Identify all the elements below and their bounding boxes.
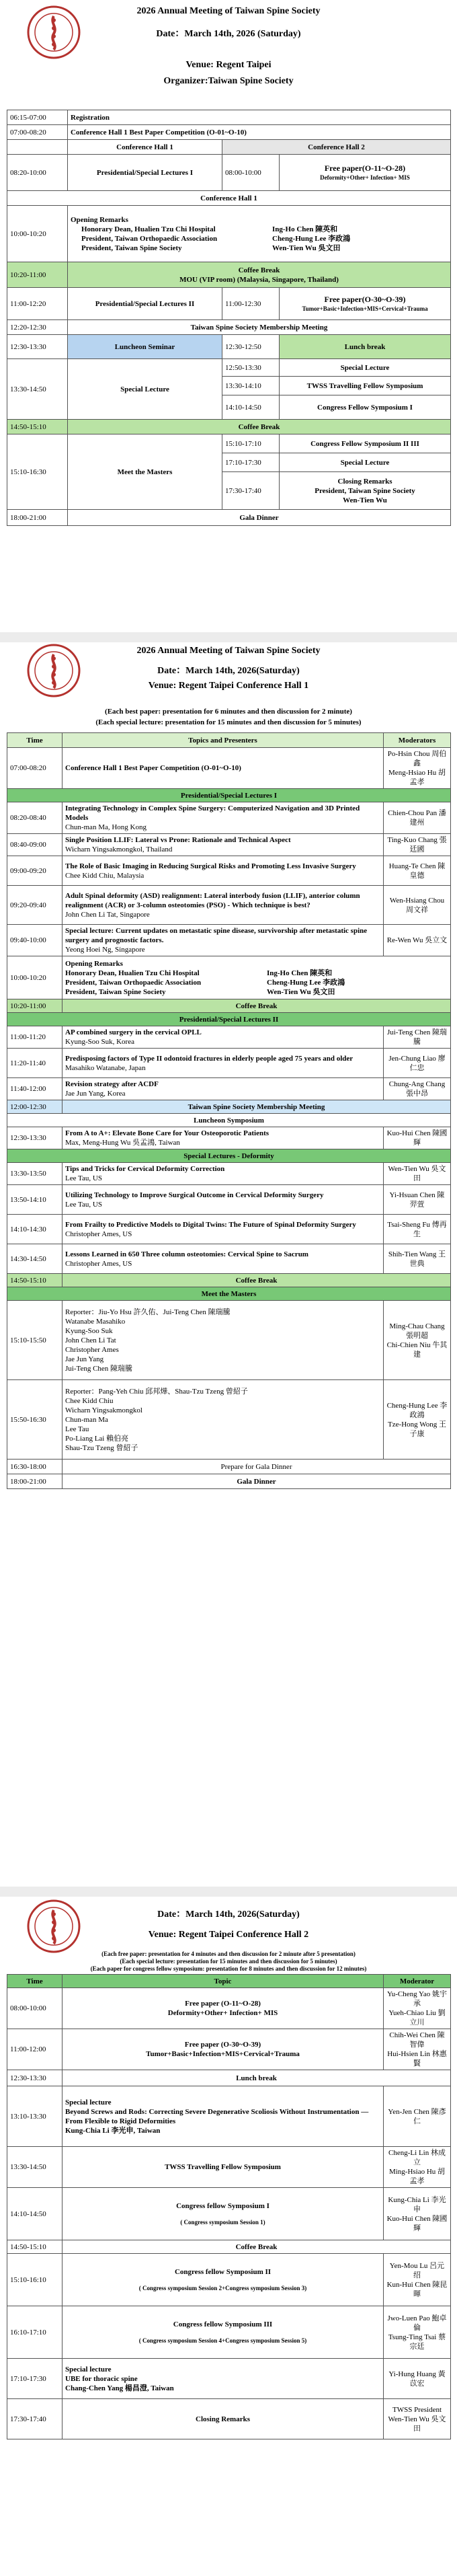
master-name: Chee Kidd Chiu [65,1396,114,1405]
topic-cell [63,1215,384,1244]
moderator-cell: Huang-Te Chen 陳皇德 [384,856,451,886]
moderator-cell: Ming-Chau Chang 張明超 Chi-Chien Niu 牛其建 [384,1301,451,1380]
presenter: Chun-man Ma, Hong Kong [65,823,147,831]
closing-remarks-title: Closing Remarks [337,477,392,486]
time-cell: 13:10-13:30 [7,2086,63,2147]
reporter-line: Reporter：Jiu-Yo Hsu 許久佑、Jui-Teng Chen 陳瑞騰 [65,1308,231,1316]
speaker-affiliation: Honorary Dean, Hualien Tzu Chi Hospital [65,969,200,977]
topic-cell [63,834,384,856]
time-cell: 17:10-17:30 [222,453,280,472]
time-cell: 11:00-11:20 [7,1026,63,1049]
time-cell: 14:10-14:30 [7,1215,63,1244]
time-cell: 12:50-13:30 [222,359,280,377]
coffee-break-label: Coffee Break [238,266,280,274]
time-cell: 15:10-16:30 [7,434,68,510]
master-name: Kyung-Soo Suk [65,1326,113,1335]
presenter: Max, Meng-Hung Wu 吳孟鴻, Taiwan [65,1139,180,1147]
time-cell: 15:10-17:10 [222,434,280,453]
page3-venue: Venue: Regent Taipei Conference Hall 2 [148,1930,309,1940]
topic-title: Adult Spinal deformity (ASD) realignment: Lateral interbody fusion (LLIF), anterior column realignment (ACR) or 3-column osteotomies (PSO) - Which technique is best? [65,891,360,909]
hall1-label: Conference Hall 1 [7,191,451,206]
topic-title: Lessons Learned in 650 Three column osteotomies: Cervical Spine to Sacrum [65,1250,308,1258]
free-paper-topics: Tumor+Basic+Infection+MIS+Cervical+Trauma [302,305,428,312]
luncheon-seminar-cell: Luncheon Seminar [68,335,222,359]
moderator-cell: Shih-Tien Wang 王世典 [384,1244,451,1274]
moderator-cell: Kuo-Hui Chen 陳國輝 [384,1127,451,1149]
special-lecture-cell: Special Lecture [280,359,451,377]
page2-header [0,642,457,743]
free-paper-title: Free paper(O-30~O-39) [324,294,406,304]
society-logo-icon [27,644,81,697]
topic-cell [63,2070,451,2086]
time-cell: 18:00-21:00 [7,510,68,526]
col-header-time: Time [7,733,63,748]
time-cell: 13:50-14:10 [7,1185,63,1215]
presenter: Christopher Ames, US [65,1229,132,1238]
topic-cell [63,1185,384,1215]
page3-date: Date：March 14th, 2026(Saturday) [157,1909,300,1920]
special-lecture-cell: Special Lecture [280,453,451,472]
page-hall1 [0,642,457,1887]
topic-subtitle: Tumor+Basic+Infection+MIS+Cervical+Trauma [146,2050,300,2058]
congress-fellow-cell: Congress Fellow Symposium II III [280,434,451,453]
section-header: Presidential/Special Lectures II [7,1013,451,1026]
time-cell: 16:30-18:00 [7,1460,63,1474]
time-cell: 11:40-12:00 [7,1078,63,1100]
topic-cell [63,2086,384,2147]
time-cell: 10:20-11:00 [7,999,63,1013]
time-cell: 15:10-16:10 [7,2254,63,2306]
time-cell: 08:20-10:00 [7,155,68,191]
topic-cell [63,2306,384,2359]
page2-note-1: (Each best paper: presentation for 6 minutes and then discussion for 2 minute) [105,708,352,716]
prepare-gala-cell: Prepare for Gala Dinner [63,1460,451,1474]
moderator-cell: Chih-Wei Chen 陳智偉 Hui-Hsien Lin 林惠賢 [384,2029,451,2070]
reporter-line: Reporter：Pang-Yeh Chiu 邱邦燁、Shau-Tzu Tzeng 曾紹子 [65,1387,248,1396]
presenter: Jae Jun Yang, Korea [65,1090,126,1098]
society-logo-icon [27,5,81,59]
topic-cell [63,748,384,789]
topic-subtitle: ( Congress symposium Session 2+Congress symposium Session 3) [138,2284,307,2291]
page2-venue: Venue: Regent Taipei Conference Hall 1 [148,681,309,691]
topic-title: Beyond Screws and Rods: Correcting Severe Degenerative Scoliosis Without Instrumentation — From Flexible to Rigid Deformities [65,2107,369,2125]
speaker-affiliation: President, Taiwan Spine Society [65,987,166,996]
topic-title: Revision strategy after ACDF [65,1080,159,1088]
time-cell: 11:20-11:40 [7,1049,63,1078]
topic-cell [63,1988,384,2029]
topic-cell [63,2359,384,2399]
opening-remarks-cell [63,956,451,999]
col-header-topic: Topics and Presenters [63,733,384,748]
time-cell: 13:30-14:10 [222,377,280,395]
coffee-break-label: Coffee Break [63,999,451,1013]
master-name: Jae Jun Yang [65,1355,104,1363]
presenter: Chee Kidd Chiu, Malaysia [65,871,144,880]
presenter: John Chen Li Tat, Singapore [65,910,150,919]
page-separator [0,1887,457,1897]
topic-cell [63,1127,384,1149]
time-cell: 10:20-11:00 [7,262,68,288]
col-header-moderator: Moderator [384,1975,451,1988]
time-cell: 10:00-10:20 [7,956,63,999]
free-paper-topics: Deformity+Other+ Infection+ MIS [320,174,410,181]
moderator-cell: TWSS President Wen-Tien Wu 吳文田 [384,2399,451,2439]
moderator-cell: Jwo-Luen Pao 鮑卓倫 Tsung-Ting Tsai 蔡宗廷 [384,2306,451,2359]
topic-cell [63,925,384,956]
topic-title: From A to A+: Elevate Bone Care for Your Osteoporotic Patients [65,1129,269,1137]
time-cell: 07:00-08:20 [7,748,63,789]
topic-title: AP combined surgery in the cervical OPLL [65,1028,202,1036]
hall2-table [7,1974,451,2439]
moderator-cell: Jen-Chung Liao 廖仁忠 [384,1049,451,1078]
topic-title: UBE for thoracic spine [65,2374,138,2383]
section-header: Special Lectures - Deformity [7,1149,451,1163]
presenter: Christopher Ames, US [65,1259,132,1268]
time-cell: 14:50-15:10 [7,2240,63,2254]
moderator-cell: Yen-Mou Lu 呂元绍 Kun-Hui Chen 陳昆暉 [384,2254,451,2306]
time-cell: 12:20-12:30 [7,320,68,335]
gala-dinner-cell: Gala Dinner [68,510,451,526]
master-name: Chun-man Ma [65,1415,108,1424]
topic-cell [63,1049,384,1078]
moderator-cell: Tsai-Sheng Fu 傅再生 [384,1215,451,1244]
time-cell: 12:30-12:50 [222,335,280,359]
speaker-name: Ing-Ho Chen 陳英和 [272,225,338,233]
time-cell: 08:00-10:00 [222,155,280,191]
session-cell: Presidential/Special Lectures II [68,288,222,320]
topic-title: Tips and Tricks for Cervical Deformity Correction [65,1165,225,1173]
moderator-cell: Chien-Chou Pan 潘建州 [384,802,451,834]
presenter: Wicharn Yingsakmongkol, Thailand [65,845,173,854]
moderator-cell: Yen-Jen Chen 陳彥仁 [384,2086,451,2147]
time-cell: 09:00-09:20 [7,856,63,886]
topic-title: Free paper (O-11~O-28) [185,2000,261,2008]
closing-remarks-name: Wen-Tien Wu [343,496,387,504]
topic-title: Predisposing factors of Type II odontoid fractures in elderly people aged 75 years and older [65,1054,354,1063]
moderator-cell: Re-Wen Wu 吳立文 [384,925,451,956]
coffee-break-label: Coffee Break [63,1274,451,1287]
time-cell: 15:50-16:30 [7,1380,63,1460]
page3-header [0,1897,457,1974]
presenter: Kung-Chia Li 李光申, Taiwan [65,2126,161,2135]
time-cell: 08:40-09:00 [7,834,63,856]
moderator-cell: Po-Hsin Chou 周伯鑫 Meng-Hsiao Hu 胡孟孝 [384,748,451,789]
presenter: Masahiko Watanabe, Japan [65,1063,146,1072]
topic-cell [63,1078,384,1100]
moderator-cell: Kung-Chia Li 李光申 Kuo-Hui Chen 陳國輝 [384,2188,451,2240]
speaker-name: Cheng-Hung Lee 李政鴻 [272,234,351,243]
topic-title: Special lecture: Current updates on metastatic spine disease, survivorship after metastatic spine surgery and prognostic factors. [65,927,368,944]
topic-cell [63,1026,384,1049]
topic-title: Closing Remarks [196,2415,250,2423]
session-cell: Presidential/Special Lectures I [68,155,222,191]
time-cell: 14:10-14:50 [7,2188,63,2240]
master-name: Jui-Teng Chen 陳瑞騰 [65,1364,133,1373]
time-cell: 09:40-10:00 [7,925,63,956]
time-cell: 13:30-13:50 [7,1163,63,1185]
time-cell: 12:00-12:30 [7,1100,63,1114]
topic-subtitle: Deformity+Other+ Infection+ MIS [167,2009,278,2017]
mou-label: MOU (VIP room) (Malaysia, Singapore, Thailand) [179,275,339,284]
membership-meeting-cell: Taiwan Spine Society Membership Meeting [68,320,451,335]
speaker-affiliation: President, Taiwan Orthopaedic Association [81,234,218,243]
time-cell: 11:00-12:00 [7,2029,63,2070]
moderator-cell: Yi-Hung Huang 黃苡宏 [384,2359,451,2399]
page1-venue: Venue: Regent Taipei [185,60,272,70]
opening-remarks-title: Opening Remarks [71,215,128,224]
presenter: Lee Tau, US [65,1174,102,1182]
time-cell: 14:30-14:50 [7,1244,63,1274]
speaker-affiliation: President, Taiwan Orthopaedic Association [65,978,202,987]
time-cell: 06:15-07:00 [7,110,68,125]
speaker-affiliation: Honorary Dean, Hualien Tzu Chi Hospital [81,225,216,233]
page-overview [0,0,457,632]
overview-table [7,110,451,526]
master-name: Watanabe Masahiko [65,1317,126,1326]
topic-title: Congress fellow Symposium II [174,2267,272,2276]
master-name: Wicharn Yingsakmongkol [65,1406,142,1414]
topic-cell [63,2399,384,2439]
hall1-label: Conference Hall 1 [68,140,222,155]
master-name: Shau-Tzu Tzeng 曾紹子 [65,1443,138,1452]
time-cell: 13:30-14:50 [7,359,68,420]
topic-title: The Role of Basic Imaging in Reducing Surgical Risks and Promoting Less Invasive Surgery [65,862,356,870]
time-cell: 12:30-13:30 [7,2070,63,2086]
moderator-cell: Wen-Hsiang Chou 周文祥 [384,886,451,925]
opening-remarks-title: Opening Remarks [65,959,123,968]
topic-cell [63,1244,384,1274]
page3-note-1: (Each free paper: presentation for 4 minutes and then discussion for 2 minute after 5 presentation) [101,1950,356,1957]
free-paper-title: Free paper(O-11~O-28) [324,163,406,173]
page3-note-2: (Each special lecture: presentation for 15 minutes and then discussion for 5 minutes) [120,1958,337,1965]
topic-cell [63,2147,384,2188]
moderator-cell: Wen-Tien Wu 吳文田 [384,1163,451,1185]
speaker-name: Wen-Tien Wu 吳文田 [267,987,335,996]
topic-cell [63,886,384,925]
time-cell: 15:10-15:50 [7,1301,63,1380]
time-cell: 07:00-08:20 [7,125,68,140]
travelling-fellow-cell: TWSS Travelling Fellow Symposium [280,377,451,395]
topic-cell [63,802,384,834]
topic-subtitle: ( Congress symposium Session 4+Congress symposium Session 5) [138,2337,307,2344]
section-header: Presidential/Special Lectures I [7,789,451,802]
page1-header [0,0,457,118]
topic-title: From Frailty to Predictive Models to Digital Twins: The Future of Spinal Deformity Surgery [65,1220,356,1229]
speaker-name: Ing-Ho Chen 陳英和 [267,969,333,977]
master-name: Lee Tau [65,1425,89,1433]
col-header-moderators: Moderators [384,733,451,748]
time-cell: 16:10-17:10 [7,2306,63,2359]
congress-fellow-cell: Congress Fellow Symposium I [280,395,451,420]
coffee-break-label: Coffee Break [63,2240,451,2254]
presenter: Lee Tau, US [65,1200,102,1209]
lecture-label: Special lecture [65,2365,112,2374]
time-cell: 14:50-15:10 [7,1274,63,1287]
page1-organizer: Organizer:Taiwan Spine Society [163,76,294,86]
topic-subtitle: ( Congress symposium Session 1) [180,2218,265,2226]
section-header: Meet the Masters [7,1287,451,1301]
master-name: John Chen Li Tat [65,1336,116,1344]
col-header-topic: Topic [63,1975,384,1988]
speaker-name: Cheng-Hung Lee 李政鴻 [267,978,345,987]
topic-title: Integrating Technology in Complex Spine Surgery: Computerized Navigation and 3D Printed Models [65,804,360,822]
lunch-break-cell: Lunch break [280,335,451,359]
membership-meeting-cell: Taiwan Spine Society Membership Meeting [63,1100,451,1114]
time-cell: 14:50-15:10 [7,420,68,434]
time-cell: 12:30-13:30 [7,335,68,359]
time-cell: 11:00-12:30 [222,288,280,320]
meet-masters-cell: Meet the Masters [68,434,222,510]
meet-masters-cell [63,1301,384,1380]
lecture-label: Special lecture [65,2098,112,2107]
time-cell: 14:10-14:50 [222,395,280,420]
moderator-cell: Chung-Ang Chang 張中昂 [384,1078,451,1100]
society-logo-icon [27,1899,81,1953]
registration-cell: Registration [68,110,451,125]
topic-title: TWSS Travelling Fellow Symposium [165,2163,281,2171]
page3-note-3: (Each paper for congress fellow symposium: presentation for 8 minutes and then discussion for 12 minutes) [90,1965,367,1972]
page2-date: Date：March 14th, 2026(Saturday) [157,666,300,676]
page2-title: 2026 Annual Meeting of Taiwan Spine Society [136,646,321,656]
moderator-cell: Yu-Cheng Yao 姚宇承 Yueh-Chiao Liu 劉立川 [384,1988,451,2029]
page2-note-2: (Each special lecture: presentation for 15 minutes and then discussion for 5 minutes) [95,718,362,726]
page1-title: 2026 Annual Meeting of Taiwan Spine Society [136,6,321,16]
time-cell: 10:00-10:20 [7,206,68,262]
topic-cell [63,2029,384,2070]
gala-dinner-cell: Gala Dinner [63,1474,451,1489]
topic-title: Single Position LLIF: Lateral vs Prone: Rationale and Technical Aspect [65,836,291,844]
meet-masters-cell [63,1380,384,1460]
presenter: Chang-Chen Yang 楊昌澄, Taiwan [65,2384,174,2392]
page1-date: Date：March 14th, 2026 (Saturday) [156,29,301,39]
time-cell: 12:30-13:30 [7,1127,63,1149]
time-cell: 17:30-17:40 [7,2399,63,2439]
topic-cell [63,856,384,886]
presenter: Yeong Hoei Ng, Singapore [65,946,145,954]
moderator-cell: Cheng-Li Lin 林成立 Ming-Hsiao Hu 胡孟孝 [384,2147,451,2188]
topic-title: Utilizing Technology to Improve Surgical Outcome in Cervical Deformity Surgery [65,1190,324,1199]
moderator-cell: Yi-Hsuan Chen 陳羿萱 [384,1185,451,1215]
topic-title: Lunch break [236,2074,277,2082]
moderator-cell: Ting-Kuo Chang 張廷國 [384,834,451,856]
closing-remarks-role: President, Taiwan Spine Society [315,486,415,495]
topic-title: Conference Hall 1 Best Paper Competition (O-01~O-10) [65,764,241,772]
time-cell: 17:30-17:40 [222,472,280,510]
speaker-name: Wen-Tien Wu 吳文田 [272,243,341,252]
master-name: Po-Liang Lai 賴伯亮 [65,1434,129,1443]
topic-cell [63,2254,384,2306]
section-header: Luncheon Symposium [7,1114,451,1127]
topic-cell [63,2188,384,2240]
time-cell: 08:20-08:40 [7,802,63,834]
page-separator [0,632,457,642]
best-paper-cell: Conference Hall 1 Best Paper Competition (O-01~O-10) [68,125,451,140]
time-cell: 11:00-12:20 [7,288,68,320]
time-cell: 08:00-10:00 [7,1988,63,2029]
time-cell: 18:00-21:00 [7,1474,63,1489]
special-lecture-cell: Special Lecture [68,359,222,420]
moderator-cell: Cheng-Hung Lee 李政鴻 Tze-Hong Wong 王子康 [384,1380,451,1460]
moderator-cell: Jui-Teng Chen 陳瑞騰 [384,1026,451,1049]
topic-title: Free paper (O-30~O-39) [184,2041,261,2049]
presenter: Kyung-Soo Suk, Korea [65,1038,134,1046]
speaker-affiliation: President, Taiwan Spine Society [81,243,182,252]
topic-title: Congress fellow Symposium III [173,2320,273,2328]
time-cell: 17:10-17:30 [7,2359,63,2399]
hall1-table [7,732,451,1489]
page-hall2 [0,1897,457,2576]
time-cell: 13:30-14:50 [7,2147,63,2188]
time-cell: 09:20-09:40 [7,886,63,925]
topic-cell [63,1163,384,1185]
coffee-break-label: Coffee Break [68,420,451,434]
hall2-label: Conference Hall 2 [222,140,451,155]
col-header-time: Time [7,1975,63,1988]
master-name: Christopher Ames [65,1345,119,1354]
topic-title: Congress fellow Symposium I [176,2201,269,2210]
